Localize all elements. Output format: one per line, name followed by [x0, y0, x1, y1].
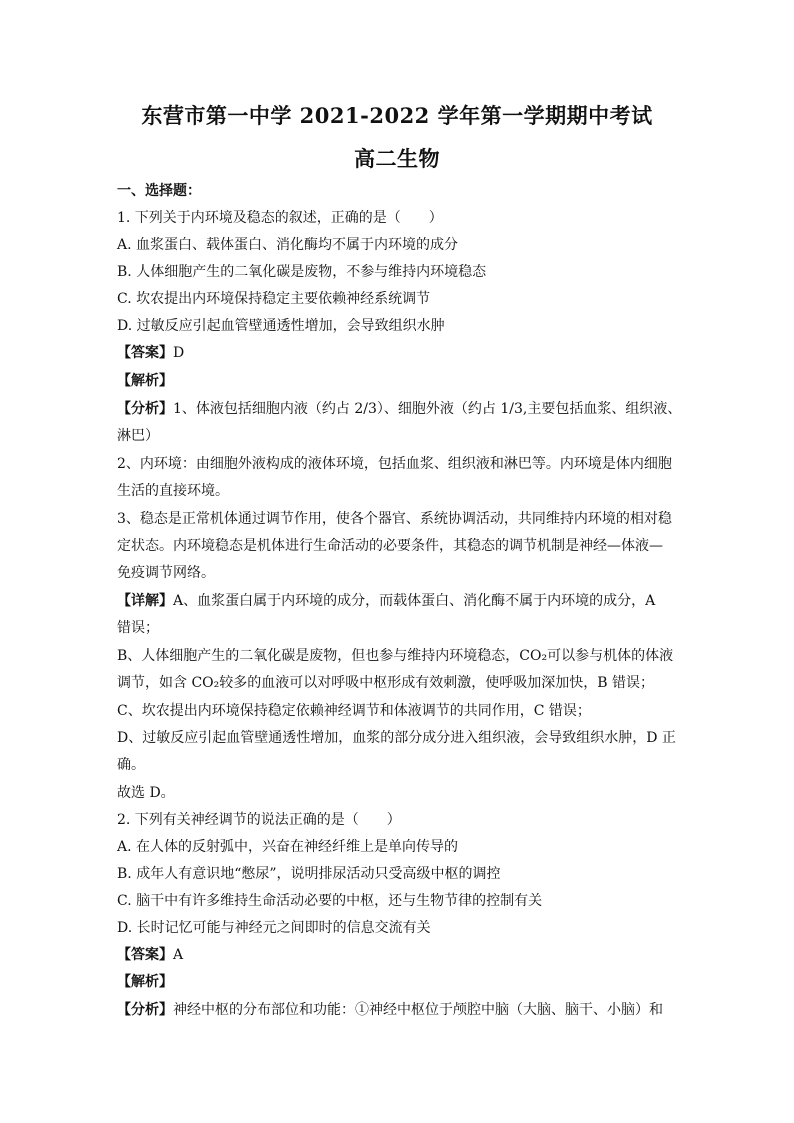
question-2-option-d: D. 长时记忆可能与神经元之间即时的信息交流有关 — [117, 920, 431, 936]
question-1-detail-d2: 确。 — [117, 757, 145, 773]
question-1-fenxi-3a: 3、稳态是正常机体通过调节作用，使各个器官、系统协调活动，共同维持内环境的相对稳 — [117, 511, 672, 527]
question-1-detail-b2: 调节，如含 CO₂较多的血液可以对呼吸中枢形成有效刺激，使呼吸加深加快，B 错误； — [117, 675, 654, 691]
question-2-stem: 2. 下列有关神经调节的说法正确的是（ ） — [117, 812, 401, 828]
question-1-detail-d1: D、过敏反应引起血管壁通透性增加，血浆的部分成分进入组织液，会导致组织水肿，D 正 — [117, 730, 676, 746]
question-2-analysis-tag: 【解析】 — [117, 974, 173, 990]
fenxi-text: 1、体液包括细胞内液（约占 2/3）、细胞外液（约占 1/3,主要包括血浆、组织液、 — [173, 401, 682, 417]
answer-tag: 【答案】 — [117, 345, 173, 361]
question-1-detail-a2: 错误； — [117, 620, 159, 636]
question-1-stem: 1. 下列关于内环境及稳态的叙述，正确的是（ ） — [117, 210, 443, 226]
question-1-analysis-tag: 【解析】 — [117, 373, 173, 389]
question-1-fenxi-2b: 生活的直接环境。 — [117, 483, 229, 499]
question-1-fenxi-1a — [117, 399, 682, 419]
section-heading: 一、选择题： — [117, 183, 201, 199]
question-2-fenxi-1 — [117, 1000, 677, 1020]
question-1-fenxi-3b: 定状态。内环境稳态是机体进行生命活动的必要条件，其稳态的调节机制是神经—体液— — [117, 538, 663, 554]
answer-tag: 【答案】 — [117, 947, 173, 963]
question-1-fenxi-2a: 2、内环境：由细胞外液构成的液体环境，包括血浆、组织液和淋巴等。内环境是体内细胞 — [117, 456, 672, 472]
question-1-conclusion: 故选 D。 — [117, 785, 175, 801]
document-subtitle: 高二生物 — [354, 146, 440, 171]
question-1-option-c: C. 坎农提出内环境保持稳定主要依赖神经系统调节 — [117, 291, 431, 307]
detail-text: A、血浆蛋白属于内环境的成分，而载体蛋白、消化酶不属于内环境的成分，A — [173, 593, 656, 609]
question-1-option-a: A. 血浆蛋白、载体蛋白、消化酶均不属于内环境的成分 — [117, 237, 459, 253]
question-1-detail-c: C、坎农提出内环境保持稳定依赖神经调节和体液调节的共同作用，C 错误； — [117, 703, 591, 719]
answer-value: D — [173, 345, 185, 361]
question-2-option-c: C. 脑干中有许多维持生命活动必要的中枢，还与生物节律的控制有关 — [117, 893, 543, 909]
fenxi-text: 神经中枢的分布部位和功能：①神经中枢位于颅腔中脑（大脑、脑干、小脑）和 — [173, 1002, 663, 1018]
question-1-detail-a1 — [117, 591, 677, 611]
question-2-option-b: B. 成年人有意识地“憋尿”，说明排尿活动只受高级中枢的调控 — [117, 866, 501, 882]
question-1-answer — [117, 343, 677, 363]
question-1-detail-b1: B、人体细胞产生的二氧化碳是废物，但也参与维持内环境稳态，CO₂可以参与机体的体液 — [117, 648, 674, 664]
question-1-fenxi-3c: 免疫调节网络。 — [117, 565, 215, 581]
question-1-option-b: B. 人体细胞产生的二氧化碳是废物，不参与维持内环境稳态 — [117, 264, 487, 280]
detail-tag: 【详解】 — [117, 593, 173, 609]
document-title: 东营市第一中学 2021-2022 学年第一学期期中考试 — [141, 103, 653, 128]
question-2-answer — [117, 945, 677, 965]
fenxi-tag: 【分析】 — [117, 401, 173, 417]
question-1-option-d: D. 过敏反应引起血管壁通透性增加，会导致组织水肿 — [117, 318, 445, 334]
question-2-option-a: A. 在人体的反射弧中，兴奋在神经纤维上是单向传导的 — [117, 839, 459, 855]
question-1-fenxi-1b: 淋巴） — [117, 428, 159, 444]
answer-value: A — [173, 947, 184, 963]
fenxi-tag: 【分析】 — [117, 1002, 173, 1018]
